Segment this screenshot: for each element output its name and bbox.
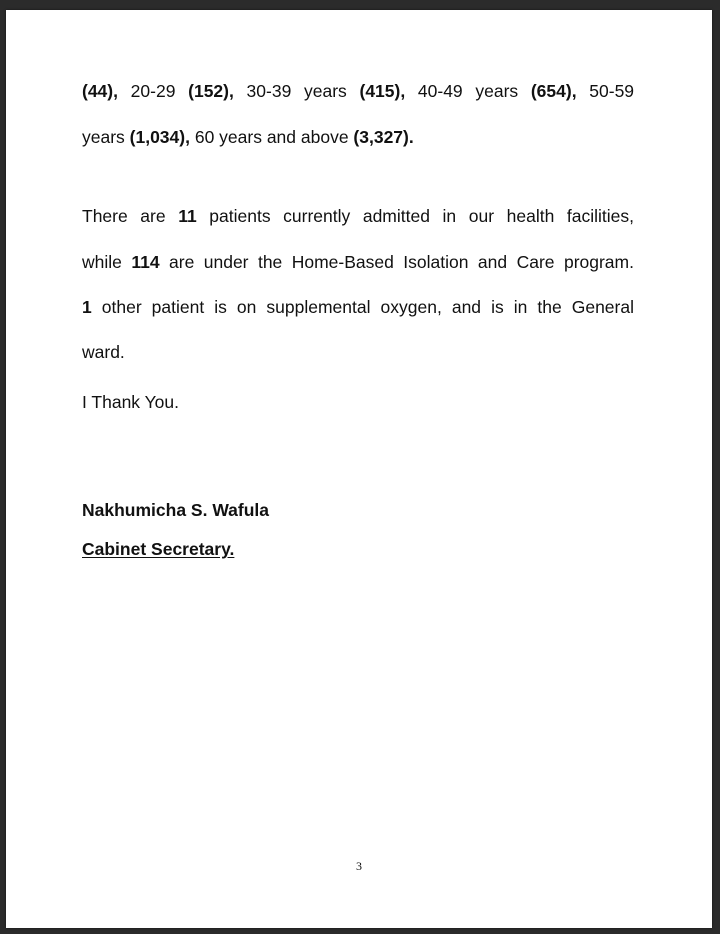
signatory-name: Nakhumicha S. Wafula (82, 500, 270, 520)
text-run: are under the Home-Based Isolation and Care program. (159, 252, 634, 272)
document-page (6, 10, 712, 928)
text-run: 40-49 years (405, 81, 531, 101)
paragraph1-line2 (82, 126, 414, 148)
text-run: 20-29 (117, 81, 189, 101)
text-run: patients currently admitted in our health facilities, (196, 206, 635, 226)
text-run: 30-39 years (233, 81, 360, 101)
text-run: ward. (82, 342, 125, 362)
text-run: (1,034), (129, 127, 190, 147)
paragraph2-line4 (82, 341, 125, 363)
text-run: other patient is on supplemental oxygen, and is in the General (91, 297, 634, 317)
paragraph1-line1 (82, 80, 634, 102)
text-run: There are (82, 206, 179, 226)
text-run: 1 (82, 297, 92, 317)
text-run: 11 (178, 206, 197, 226)
page-number: 3 (356, 859, 362, 873)
paragraph2-line2 (82, 251, 634, 273)
text-run: (415), (359, 81, 406, 101)
text-run: (44), (82, 81, 118, 101)
text-run: years (82, 127, 130, 147)
text-run: (3,327). (353, 127, 414, 147)
paragraph2-line1 (82, 205, 634, 227)
text-run: while (82, 252, 132, 272)
text-run: 60 years and above (189, 127, 354, 147)
text-run: (152), (188, 81, 234, 101)
paragraph2-line3 (82, 296, 634, 318)
signatory-title: Cabinet Secretary. (82, 539, 235, 559)
text-run: 50-59 (576, 81, 635, 101)
text-run: 114 (131, 252, 160, 272)
text-run: (654), (530, 81, 577, 101)
closing-text: I Thank You. (82, 392, 179, 412)
